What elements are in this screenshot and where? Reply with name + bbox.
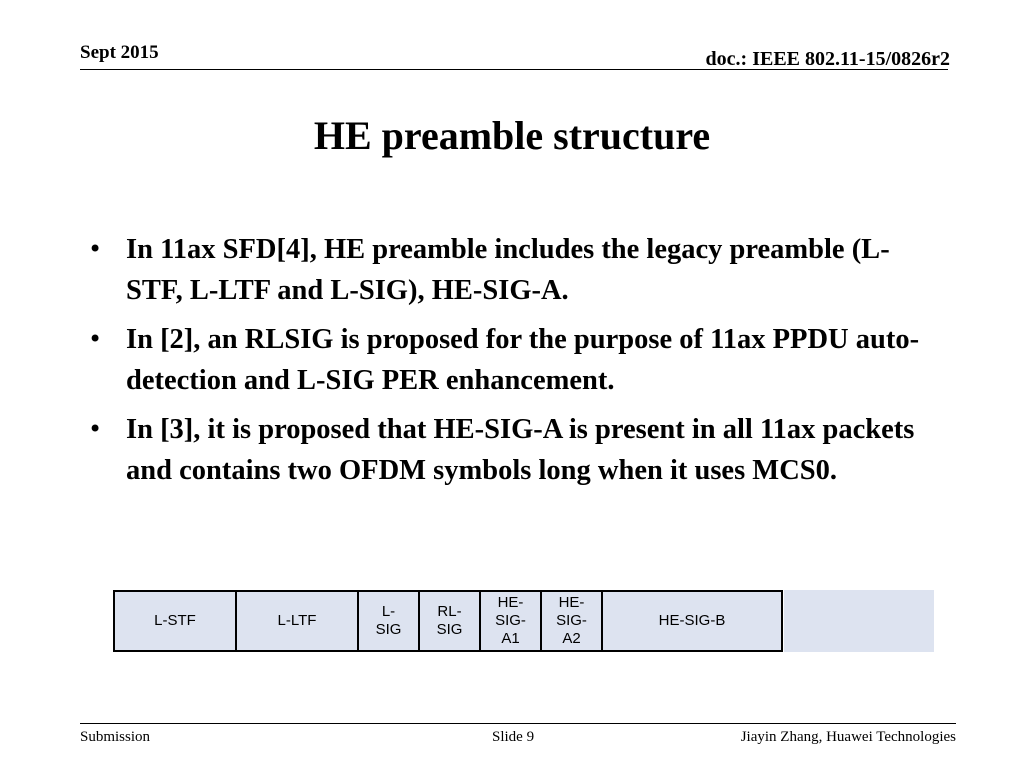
bullet-marker: • bbox=[88, 325, 103, 353]
slide-title: HE preamble structure bbox=[313, 113, 711, 158]
header-divider bbox=[80, 69, 948, 70]
footer-author: Jiayin Zhang, Huawei Technologies bbox=[740, 729, 956, 745]
field-rl-sig: RL-SIG bbox=[418, 590, 481, 652]
bullet-marker: • bbox=[88, 415, 103, 443]
bullet-text: In 11ax SFD[4], HE preamble includes the legacy preamble (L-STF, L-LTF and L-SIG), HE-SIG-A. bbox=[126, 234, 890, 306]
header-doc-id: doc.: IEEE 802.11-15/0826r2 bbox=[705, 48, 950, 70]
field-l-stf: L-STF bbox=[113, 590, 237, 652]
header-date: Sept 2015 bbox=[80, 42, 159, 63]
field-he-sig-a2: HE-SIG-A2 bbox=[540, 590, 603, 652]
bullet-item bbox=[84, 319, 944, 401]
preamble-diagram bbox=[113, 590, 783, 652]
bullet-item bbox=[84, 409, 944, 491]
footer-submission: Submission bbox=[80, 729, 151, 745]
field-he-sig-b: HE-SIG-B bbox=[601, 590, 783, 652]
bullet-list bbox=[84, 229, 944, 499]
bullet-marker: • bbox=[88, 235, 103, 263]
field-l-ltf: L-LTF bbox=[235, 590, 359, 652]
field-he-sig-a1: HE-SIG-A1 bbox=[479, 590, 542, 652]
bullet-text: In [3], it is proposed that HE-SIG-A is present in all 11ax packets and contains two OFDM symbols long when it uses MCS0. bbox=[126, 414, 915, 486]
preamble-trailing-shade bbox=[784, 590, 934, 652]
field-l-sig: L-SIG bbox=[357, 590, 420, 652]
footer-divider bbox=[80, 723, 956, 724]
footer-slide-number: Slide 9 bbox=[492, 729, 535, 745]
bullet-item bbox=[84, 229, 944, 311]
bullet-text: In [2], an RLSIG is proposed for the purpose of 11ax PPDU auto-detection and L-SIG PER enhancement. bbox=[126, 324, 920, 396]
